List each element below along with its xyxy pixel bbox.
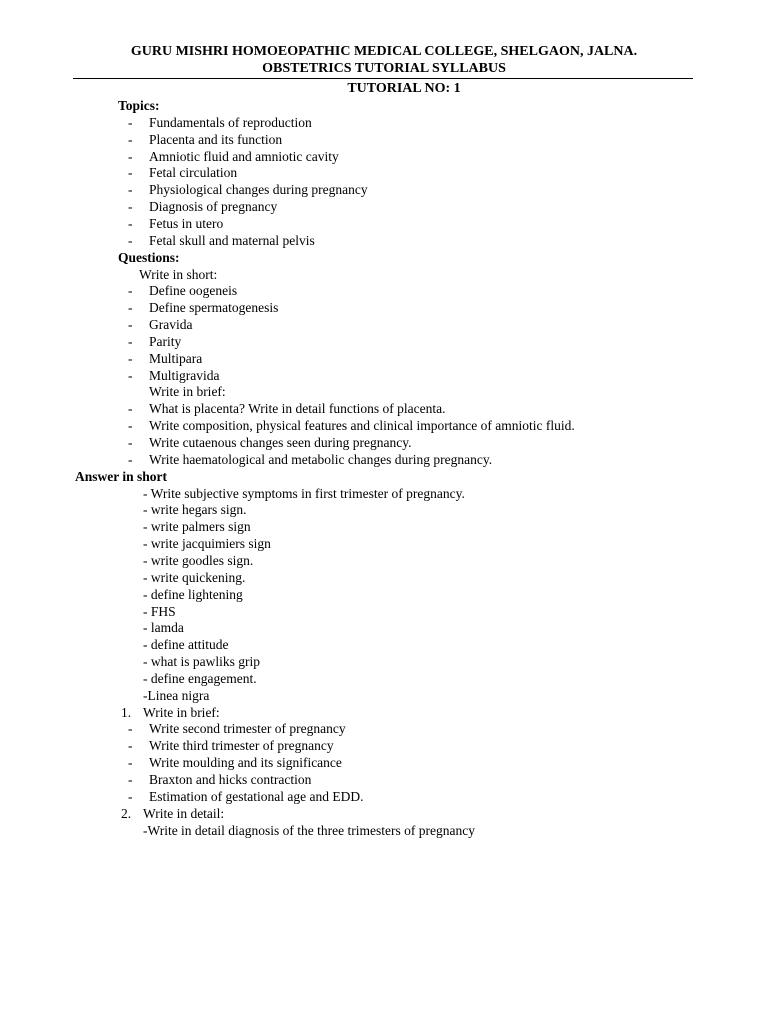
answer-short-item: - write quickening. (143, 569, 246, 585)
bullet-dash: - (128, 435, 133, 450)
topic-item: Fetal circulation (149, 165, 238, 181)
bullet-dash: - (128, 738, 133, 754)
bullet-dash: - (128, 451, 133, 467)
bullet-dash: - (128, 721, 133, 737)
answer-brief-item: Write moulding and its significance (149, 755, 342, 771)
bullet-dash: - (128, 165, 133, 181)
answer-brief-label: Write in brief: (143, 704, 220, 720)
topic-item: Fetus in utero (149, 215, 224, 231)
topics-heading: Topics: (118, 98, 160, 113)
answer-short-item: - what is pawliks grip (143, 654, 260, 670)
answer-brief-item: Write second trimester of pregnancy (149, 721, 346, 737)
bullet-dash: - (128, 755, 133, 771)
list-number: 1. (121, 704, 132, 720)
answer-short-item: - write jacquimiers sign (143, 536, 271, 552)
question-brief-item: Write haematological and metabolic changes during pregnancy. (149, 451, 493, 467)
question-brief-item: Write cutaenous changes seen during pregnancy. (149, 435, 412, 450)
answer-short-item: -Linea nigra (143, 687, 210, 703)
bullet-dash: - (128, 300, 133, 316)
answer-short-item: - write hegars sign. (143, 502, 247, 518)
college-title: GURU MISHRI HOMOEOPATHIC MEDICAL COLLEGE, SHELGAON, JALNA. (130, 44, 638, 59)
bullet-dash: - (128, 199, 133, 215)
answer-brief-item: Estimation of gestational age and EDD. (149, 788, 364, 804)
answer-short-item: - lamda (143, 620, 184, 636)
bullet-dash: - (128, 283, 133, 299)
bullet-dash: - (128, 333, 133, 349)
question-short-item: Multigravida (149, 367, 220, 383)
answer-short-item: - write palmers sign (143, 519, 251, 535)
topic-item: Diagnosis of pregnancy (149, 199, 278, 215)
bullet-dash: - (128, 401, 133, 417)
answer-detail-label: Write in detail: (143, 805, 225, 821)
answer-brief-item: Braxton and hicks contraction (149, 772, 312, 787)
bullet-dash: - (128, 418, 133, 434)
list-number: 2. (121, 805, 132, 821)
bullet-dash: - (128, 317, 133, 333)
question-brief-item: Write composition, physical features and clinical importance of amniotic fluid. (149, 418, 575, 434)
tutorial-number: TUTORIAL NO: 1 (347, 81, 461, 96)
syllabus-title: OBSTETRICS TUTORIAL SYLLABUS (262, 61, 506, 76)
topic-item: Physiological changes during pregnancy (149, 182, 368, 198)
bullet-dash: - (128, 131, 133, 147)
bullet-dash: - (128, 367, 133, 383)
bullet-dash: - (128, 788, 133, 804)
answer-short-item: - FHS (143, 603, 176, 619)
question-short-item: Gravida (149, 317, 193, 333)
question-short-item: Parity (149, 333, 182, 349)
bullet-dash: - (128, 232, 133, 248)
question-short-item: Define spermatogenesis (149, 300, 279, 316)
bullet-dash: - (128, 350, 133, 366)
bullet-dash: - (128, 148, 133, 164)
topic-item: Fundamentals of reproduction (149, 114, 312, 130)
topic-item: Amniotic fluid and amniotic cavity (149, 148, 339, 164)
bullet-dash: - (128, 114, 133, 130)
answer-short-item: - define engagement. (143, 670, 257, 686)
question-brief-item: What is placenta? Write in detail functions of placenta. (149, 401, 446, 417)
header-rule (73, 78, 693, 79)
topic-item: Placenta and its function (149, 131, 283, 147)
bullet-dash: - (128, 182, 133, 198)
write-in-brief-label: Write in brief: (149, 384, 226, 400)
answer-heading: Answer in short (75, 468, 168, 484)
answer-short-item: - define attitude (143, 637, 229, 653)
answer-short-item: - write goodles sign. (143, 552, 254, 568)
questions-heading: Questions: (118, 249, 180, 265)
write-in-short-label: Write in short: (139, 266, 218, 282)
answer-brief-item: Write third trimester of pregnancy (149, 738, 334, 754)
answer-short-item: - Write subjective symptoms in first trimester of pregnancy. (143, 485, 465, 501)
question-short-item: Multipara (149, 350, 203, 366)
bullet-dash: - (128, 215, 133, 231)
topic-item: Fetal skull and maternal pelvis (149, 232, 315, 248)
bullet-dash: - (128, 772, 133, 787)
answer-short-item: - define lightening (143, 586, 243, 602)
answer-detail-item: -Write in detail diagnosis of the three trimesters of pregnancy (143, 822, 475, 838)
question-short-item: Define oogeneis (149, 283, 238, 299)
